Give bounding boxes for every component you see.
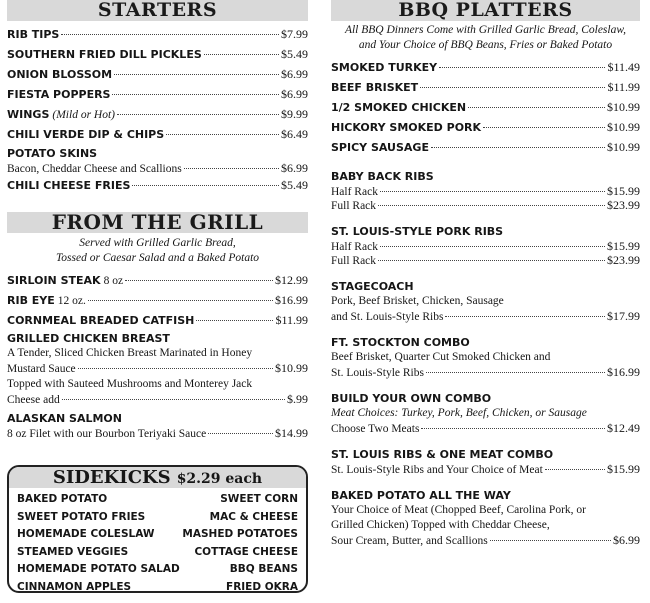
item-name: POTATO SKINS — [7, 147, 98, 160]
sidekicks-price: $2.29 each — [176, 471, 263, 487]
menu-item: St. Louis-Style Ribs $16.99 — [331, 365, 640, 379]
menu-item: Mustard Sauce $10.99 — [7, 361, 308, 375]
sidekicks-box — [7, 465, 308, 593]
menu-item: RIB TIPS $7.99 — [7, 27, 308, 41]
list-item: HOMEMADE COLESLAW — [17, 528, 155, 540]
item-name: ST. LOUIS-STYLE PORK RIBS — [331, 225, 504, 238]
menu-item: Full Rack $23.99 — [331, 198, 640, 212]
menu-item: and St. Louis-Style Ribs $17.99 — [331, 309, 640, 323]
item-name: BUILD YOUR OWN COMBO — [331, 392, 492, 405]
menu-item: Bacon, Cheddar Cheese and Scallions $6.99 — [7, 161, 308, 175]
list-item: MASHED POTATOES — [182, 528, 298, 540]
menu-item: RIB EYE 12 oz. $16.99 — [7, 293, 308, 307]
bbq-banner: BBQ PLATTERS — [331, 0, 640, 21]
menu-item: HICKORY SMOKED PORK $10.99 — [331, 120, 640, 134]
menu-item: CHILI VERDE DIP & CHIPS $6.49 — [7, 127, 308, 141]
bbq-subtitle: All BBQ Dinners Come with Grilled Garlic Bread, Coleslaw, — [344, 24, 627, 36]
item-name: ALASKAN SALMON — [7, 412, 122, 425]
list-item: STEAMED VEGGIES — [17, 545, 129, 558]
grill-banner: FROM THE GRILL — [7, 212, 308, 233]
starters-banner: STARTERS — [7, 0, 308, 21]
item-desc: Pork, Beef Brisket, Chicken, Sausage — [331, 295, 504, 307]
list-item: HOMEMADE POTATO SALAD — [17, 563, 180, 575]
menu-item: BEEF BRISKET $11.99 — [331, 80, 640, 94]
menu-item: SMOKED TURKEY $11.49 — [331, 60, 640, 74]
sidekicks-banner: SIDEKICKS $2.29 each — [9, 467, 306, 488]
item-name: GRILLED CHICKEN BREAST — [7, 332, 170, 345]
menu-item: St. Louis-Style Ribs and Your Choice of Meat $15.99 — [331, 462, 640, 476]
grill-subtitle: Tossed or Caesar Salad and a Baked Potato — [55, 252, 260, 264]
menu-item: CHILI CHEESE FRIES $5.49 — [7, 178, 308, 192]
menu-item: Choose Two Meats $12.49 — [331, 421, 640, 435]
menu-item: SOUTHERN FRIED DILL PICKLES $5.49 — [7, 47, 308, 61]
item-name: STAGECOACH — [331, 280, 414, 293]
list-item: COTTAGE CHEESE — [194, 545, 298, 558]
bbq-subtitle: and Your Choice of BBQ Beans, Fries or Baked Potato — [358, 39, 613, 51]
menu-item: Half Rack $15.99 — [331, 184, 640, 198]
menu-item: Full Rack $23.99 — [331, 253, 640, 267]
item-desc: Topped with Sauteed Mushrooms and Monterey Jack — [7, 378, 253, 390]
list-item: SWEET CORN — [220, 493, 298, 505]
list-item: FRIED OKRA — [226, 580, 298, 593]
list-item: BAKED POTATO — [17, 493, 108, 505]
menu-item: WINGS (Mild or Hot) $9.99 — [7, 107, 308, 121]
item-desc: Grilled Chicken) Topped with Cheddar Cheese, — [331, 519, 550, 531]
item-name: FT. STOCKTON COMBO — [331, 336, 470, 349]
menu-item: Cheese add $.99 — [7, 392, 308, 406]
list-item: BBQ BEANS — [229, 563, 298, 575]
grill-subtitle: Served with Grilled Garlic Bread, — [79, 237, 236, 249]
menu-item: SIRLOIN STEAK 8 oz $12.99 — [7, 273, 308, 287]
item-desc: Meat Choices: Turkey, Pork, Beef, Chicken, or Sausage — [331, 407, 587, 419]
item-desc: A Tender, Sliced Chicken Breast Marinated in Honey — [7, 347, 253, 359]
menu-item: Sour Cream, Butter, and Scallions $6.99 — [331, 533, 640, 547]
right-column — [331, 0, 640, 547]
menu-item: SPICY SAUSAGE $10.99 — [331, 140, 640, 154]
item-name: ST. LOUIS RIBS & ONE MEAT COMBO — [331, 448, 554, 461]
menu-item: ONION BLOSSOM $6.99 — [7, 67, 308, 81]
item-desc: Beef Brisket, Quarter Cut Smoked Chicken and — [331, 351, 551, 363]
list-item: CINNAMON APPLES — [17, 580, 132, 593]
list-item: MAC & CHEESE — [209, 510, 298, 523]
item-name: BAKED POTATO ALL THE WAY — [331, 489, 511, 502]
menu-item: 1/2 SMOKED CHICKEN $10.99 — [331, 100, 640, 114]
item-name: BABY BACK RIBS — [331, 170, 434, 183]
menu-item: Half Rack $15.99 — [331, 239, 640, 253]
menu-item: CORNMEAL BREADED CATFISH $11.99 — [7, 313, 308, 327]
list-item: SWEET POTATO FRIES — [17, 510, 146, 523]
menu-item: 8 oz Filet with our Bourbon Teriyaki Sauce $14.99 — [7, 426, 308, 440]
item-desc: Your Choice of Meat (Chopped Beef, Carolina Pork, or — [331, 504, 586, 516]
menu-item: FIESTA POPPERS $6.99 — [7, 87, 308, 101]
left-column — [7, 0, 308, 440]
sidekicks-list — [17, 491, 298, 596]
